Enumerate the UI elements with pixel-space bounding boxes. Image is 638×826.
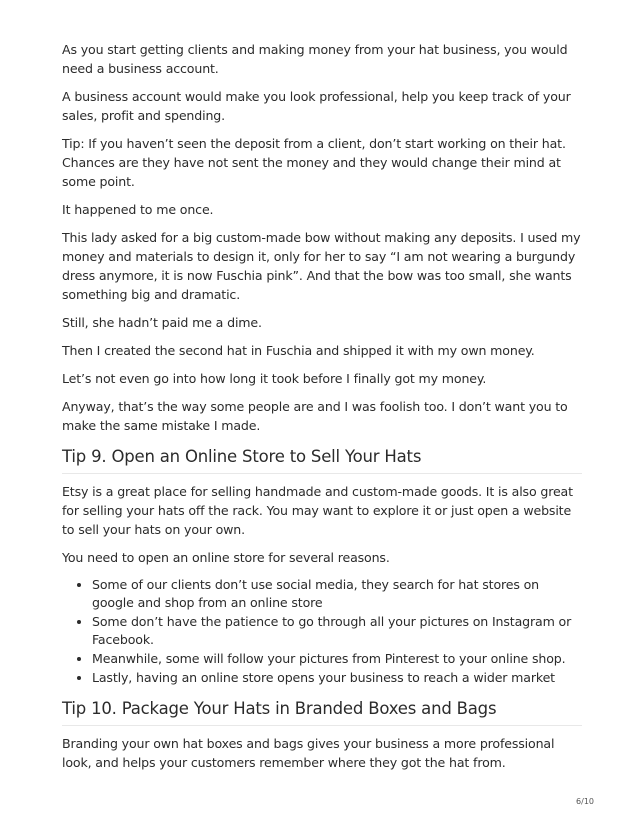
document-page <box>62 40 582 781</box>
paragraph: Then I created the second hat in Fuschia and shipped it with my own money. <box>62 343 535 358</box>
list-item: • Meanwhile, some will follow your pictures from Pinterest to your online shop. <box>92 650 582 668</box>
list-item: • Some don’t have the patience to go through all your pictures on Instagram or Facebook. <box>92 613 582 649</box>
paragraph: Still, she hadn’t paid me a dime. <box>62 315 262 330</box>
paragraph: Etsy is a great place for selling handmade and custom-made goods. It is also great for selling your hats off the rack. You may want to explore it or just open a website to sell your hats on your own. <box>62 484 573 537</box>
paragraph: Branding your own hat boxes and bags gives your business a more professional look, and helps your customers remember where they got the hat from. <box>62 736 555 770</box>
paragraph: Let’s not even go into how long it took before I finally got my money. <box>62 371 487 386</box>
paragraph: It happened to me once. <box>62 202 214 217</box>
section-heading-tip-9: Tip 9. Open an Online Store to Sell Your Hats <box>62 445 582 474</box>
list-item: • Some of our clients don’t use social media, they search for hat stores on google and shop from an online store <box>92 576 582 612</box>
paragraph: As you start getting clients and making money from your hat business, you would need a business account. <box>62 42 568 76</box>
paragraph: You need to open an online store for several reasons. <box>62 550 390 565</box>
paragraph: Anyway, that’s the way some people are and I was foolish too. I don’t want you to make the same mistake I made. <box>62 399 568 433</box>
paragraph: A business account would make you look professional, help you keep track of your sales, profit and spending. <box>62 89 571 123</box>
paragraph: This lady asked for a big custom-made bow without making any deposits. I used my money and materials to design it, only for her to say “I am not wearing a burgundy dress anymore, it is now Fuschia pink”. And that the bow was too small, she wants something big and dramatic. <box>62 230 581 302</box>
bullet-list <box>62 576 582 687</box>
list-item: • Lastly, having an online store opens your business to reach a wider market <box>92 669 582 687</box>
section-heading-tip-10: Tip 10. Package Your Hats in Branded Boxes and Bags <box>62 697 582 726</box>
paragraph: Tip: If you haven’t seen the deposit from a client, don’t start working on their hat. Chances are they have not sent the money and they would change their mind at some point. <box>62 136 566 189</box>
page-number: 6/10 <box>576 797 594 806</box>
